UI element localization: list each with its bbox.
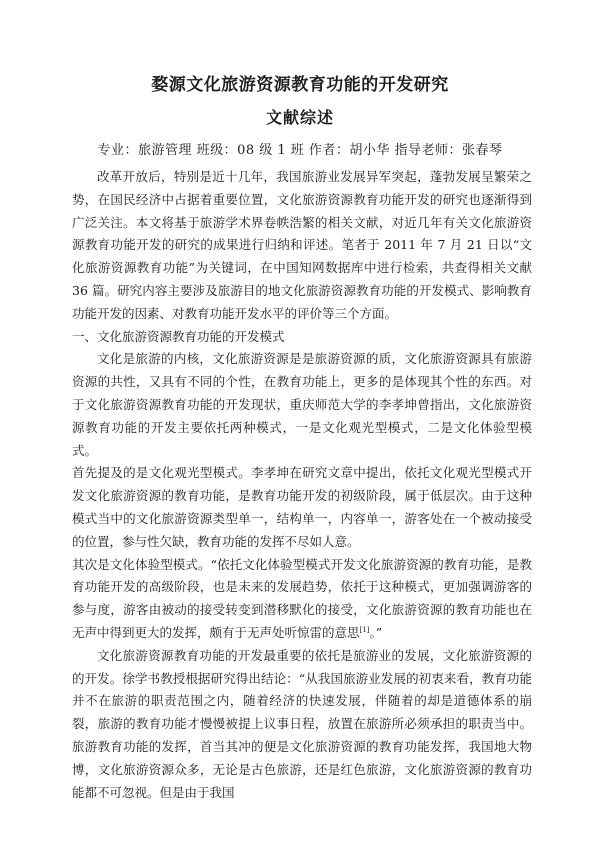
document-title: 婺源文化旅游资源教育功能的开发研究 <box>151 75 449 95</box>
document-subtitle: 文献综述 <box>265 108 334 127</box>
section-heading: 一、文化旅游资源教育功能的开发模式 <box>72 328 285 344</box>
paragraph-culture: 文化是旅游的内核，文化旅游资源是是旅游资源的质，文化旅游资源具有旅游资源的共性，又具有不同的个性，在教育功能上，更多的是体现其个性的东西。对于文化旅游资源教育功能的开发现状，重庆师范大学的李孝坤曾指出，文化旅游资源教育功能的开发主要依托两种模式，一是文化观光型模式，二是文化体验型模式。 <box>72 351 532 458</box>
paragraph-intro: 改革开放后，特别是近十几年，我国旅游业发展异军突起，蓬勃发展呈繁荣之势，在国民经济中占据着重要位置，文化旅游资源教育功能开发的研究也逐渐得到广泛关注。本文将基于旅游学术界卷帙浩繁的相关文献，对近几年有关文化旅游资源教育功能开发的研究的成果进行归纳和评述。笔者于 2011 年 7 月 21 日以“文化旅游资源教育功能”为关键词，在中国知网数据库中进行检索，共查得相关文献 36 篇。研究内容主要涉及旅游目的地文化旅游资源教育功能的开发模式、影响教育功能开发的因素、对教育功能开发水平的评价等三个方面。 <box>72 169 532 321</box>
paragraph-sightseeing-mode: 首先提及的是文化观光型模式。李孝坤在研究文章中提出，依托文化观光型模式开发文化旅游资源的教育功能，是教育功能开发的初级阶段，属于低层次。由于这种模式当中的文化旅游资源类型单一，结构单一，内容单一，游客处在一个被动接受的位置，参与性欠缺，教育功能的发挥不尽如人意。 <box>72 465 532 549</box>
paragraph-development: 文化旅游资源教育功能的开发最重要的依托是旅游业的发展，文化旅游资源的的开发。徐学书教授根据研究得出结论：“从我国旅游业发展的初衷来看，教育功能并不在旅游的职责范围之内，随着经济的快速发展，伴随着的却是道德体系的崩裂，旅游的教育功能才慢慢被提上议事日程，放置在旅游所必须承担的职责当中。旅游教育功能的发挥，首当其冲的便是文化旅游资源的教育功能发挥，我国地大物博，文化旅游资源众多，无论是古色旅游，还是红色旅游，文化旅游资源的教育功能都不可忽视。但是由于我国 <box>72 647 532 800</box>
experience-mode-text: 其次是文化体验型模式。“依托文化体验型模式开发文化旅游资源的教育功能，是教育功能开发的高级阶段，也是未来的发展趋势，依托于这种模式，更加强调游客的参与度，游客由被动的接受转变到潜移默化的接受，文化旅游资源的教育功能也在无声中得到更大的发挥，颇有于无声处听惊雷的意思 <box>72 556 532 640</box>
document-body <box>72 166 532 804</box>
author-byline: 专业：旅游管理 班级：08 级 1 班 作者：胡小华 指导老师：张春琴 <box>97 143 503 158</box>
citation-ref: [1] <box>359 625 370 634</box>
paragraph-experience-mode <box>72 554 532 645</box>
experience-mode-tail: 。” <box>369 624 383 640</box>
